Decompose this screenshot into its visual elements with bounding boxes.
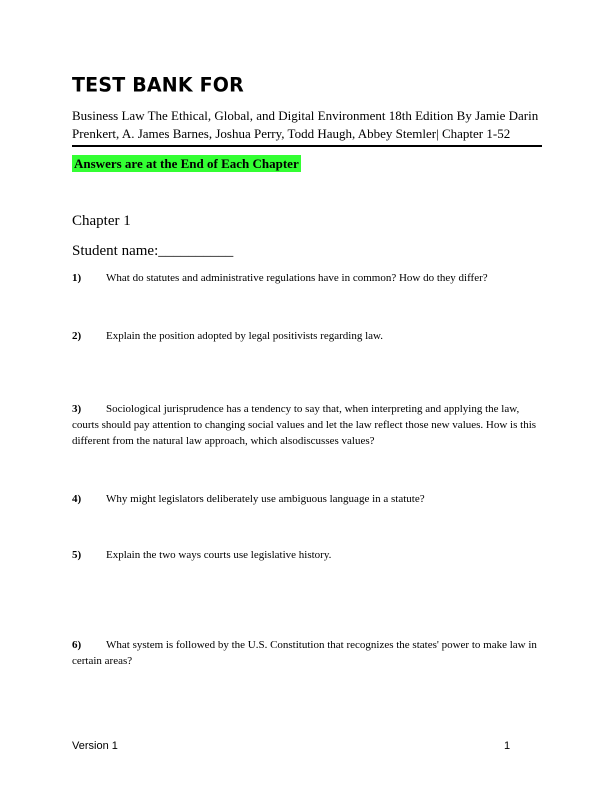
question-item (72, 401, 542, 449)
question-text: Explain the two ways courts use legislative history. (106, 549, 332, 561)
question-item (72, 637, 542, 669)
question-text: Sociological jurisprudence has a tendency to say that, when interpreting and applying the law, courts should pay attention to changing social values and let the law reflect those new values. How is this different from the natural law approach, which alsodiscusses values? (72, 403, 537, 447)
header-divider (72, 145, 542, 147)
question-item (72, 328, 542, 344)
question-number: 6) (72, 639, 82, 651)
student-name-field: Student name:__________ (72, 243, 234, 259)
book-info: Business Law The Ethical, Global, and Digital Environment 18th Edition By Jamie Darin Prenkert, A. James Barnes, Joshua Perry, Todd Haugh, Abbey Stemler| Chapter 1-52 (72, 108, 539, 141)
chapter-heading: Chapter 1 (72, 213, 131, 229)
question-text: What system is followed by the U.S. Constitution that recognizes the states' power to make law in certain areas? (72, 639, 537, 667)
question-number: 2) (72, 330, 82, 342)
question-number: 5) (72, 549, 82, 561)
question-item (72, 547, 542, 563)
page-number: 1 (504, 740, 511, 752)
page-title: TEST BANK FOR (72, 73, 244, 97)
question-text: Why might legislators deliberately use ambiguous language in a statute? (106, 493, 425, 505)
question-number: 3) (72, 403, 82, 415)
question-text: Explain the position adopted by legal positivists regarding law. (106, 330, 383, 342)
question-number: 4) (72, 493, 82, 505)
question-item (72, 491, 542, 507)
question-text: What do statutes and administrative regulations have in common? How do they differ? (106, 272, 488, 284)
question-number: 1) (72, 272, 82, 284)
answers-note: Answers are at the End of Each Chapter (74, 156, 299, 171)
question-item (72, 270, 542, 286)
footer-version: Version 1 (72, 740, 118, 752)
